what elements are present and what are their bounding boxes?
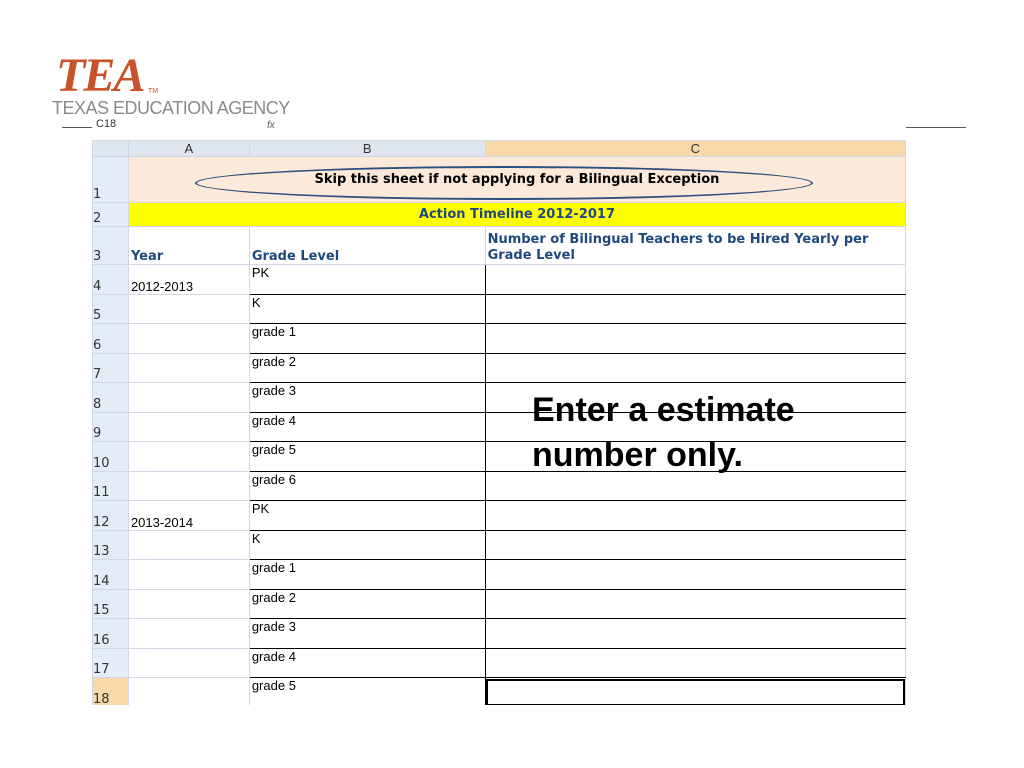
name-box[interactable]: C18: [96, 118, 117, 130]
row-header[interactable]: 2: [93, 203, 129, 227]
tea-logo-tm: TM: [148, 88, 159, 95]
column-header-b[interactable]: B: [249, 141, 485, 157]
grade-cell[interactable]: grade 3: [249, 619, 485, 649]
grade-cell[interactable]: K: [249, 530, 485, 560]
grade-cell[interactable]: PK: [249, 501, 485, 531]
grade-cell[interactable]: grade 5: [249, 442, 485, 472]
teachers-count-cell[interactable]: [485, 324, 905, 354]
table-row: [93, 324, 906, 354]
teachers-count-cell[interactable]: [485, 530, 905, 560]
sheet-title: Skip this sheet if not applying for a Bilingual Exception: [314, 172, 720, 187]
year-cell[interactable]: [128, 560, 249, 590]
grade-cell[interactable]: grade 2: [249, 589, 485, 619]
year-header[interactable]: Year: [128, 227, 249, 265]
teachers-count-cell[interactable]: [485, 619, 905, 649]
row-header[interactable]: 10: [93, 442, 129, 472]
instruction-note: Enter a estimate number only.: [532, 391, 795, 474]
grade-cell[interactable]: grade 4: [249, 412, 485, 442]
tea-logo: [52, 49, 290, 124]
year-cell[interactable]: [128, 412, 249, 442]
teachers-count-cell[interactable]: [485, 560, 905, 590]
grade-cell[interactable]: grade 4: [249, 648, 485, 678]
row-header[interactable]: 9: [93, 412, 129, 442]
grade-cell[interactable]: grade 1: [249, 324, 485, 354]
table-row: [93, 265, 906, 295]
row-header[interactable]: 13: [93, 530, 129, 560]
grade-cell[interactable]: grade 6: [249, 471, 485, 501]
grade-cell[interactable]: K: [249, 294, 485, 324]
grade-cell[interactable]: grade 2: [249, 353, 485, 383]
year-cell[interactable]: [128, 324, 249, 354]
teachers-count-cell[interactable]: [485, 501, 905, 531]
tea-logo-mark: TEA: [56, 49, 144, 102]
table-row: [93, 619, 906, 649]
row-header[interactable]: 3: [93, 227, 129, 265]
year-cell[interactable]: [128, 530, 249, 560]
year-cell[interactable]: [128, 353, 249, 383]
teachers-count-cell[interactable]: [485, 265, 905, 295]
row-header[interactable]: 1: [93, 157, 129, 203]
year-cell[interactable]: 2012-2013: [128, 265, 249, 295]
year-cell[interactable]: [128, 471, 249, 501]
table-row: [93, 678, 906, 706]
year-cell[interactable]: [128, 383, 249, 413]
row-header[interactable]: 12: [93, 501, 129, 531]
row-header[interactable]: 18: [93, 678, 129, 706]
table-row: [93, 560, 906, 590]
grade-cell[interactable]: PK: [249, 265, 485, 295]
timeline-label: Action Timeline 2012-2017: [418, 207, 616, 222]
year-cell[interactable]: [128, 678, 249, 706]
data-rows: [93, 265, 906, 706]
table-row: [93, 648, 906, 678]
grade-cell[interactable]: grade 5: [249, 678, 485, 706]
year-cell[interactable]: [128, 294, 249, 324]
year-cell[interactable]: [128, 442, 249, 472]
row-header[interactable]: 16: [93, 619, 129, 649]
row-header[interactable]: 15: [93, 589, 129, 619]
select-all-corner[interactable]: [93, 141, 129, 157]
divider-right: [906, 127, 966, 128]
teachers-count-cell[interactable]: [485, 648, 905, 678]
year-cell[interactable]: 2013-2014: [128, 501, 249, 531]
row-header[interactable]: 17: [93, 648, 129, 678]
timeline-cell[interactable]: [128, 203, 905, 227]
row-header[interactable]: 14: [93, 560, 129, 590]
table-row: [93, 353, 906, 383]
table-row: [93, 589, 906, 619]
table-row: [93, 530, 906, 560]
fx-icon[interactable]: fx: [267, 120, 275, 131]
teachers-count-cell[interactable]: [485, 353, 905, 383]
table-row: [93, 294, 906, 324]
row-header[interactable]: 8: [93, 383, 129, 413]
grade-level-header[interactable]: Grade Level: [249, 227, 485, 265]
row-header[interactable]: 7: [93, 353, 129, 383]
row-header[interactable]: 6: [93, 324, 129, 354]
selected-cell[interactable]: [485, 678, 905, 706]
row-header[interactable]: 11: [93, 471, 129, 501]
year-cell[interactable]: [128, 619, 249, 649]
teachers-count-cell[interactable]: [485, 589, 905, 619]
grade-cell[interactable]: grade 1: [249, 560, 485, 590]
year-cell[interactable]: [128, 589, 249, 619]
table-row: [93, 501, 906, 531]
row-header[interactable]: 5: [93, 294, 129, 324]
teachers-count-cell[interactable]: [485, 294, 905, 324]
formula-bar: [92, 118, 906, 141]
title-cell[interactable]: [128, 157, 905, 203]
divider-left: [62, 127, 92, 128]
tea-logo-name: TEXAS EDUCATION AGENCY: [52, 98, 290, 118]
year-cell[interactable]: [128, 648, 249, 678]
grade-cell[interactable]: grade 3: [249, 383, 485, 413]
column-header-c[interactable]: C: [485, 141, 905, 157]
row-header[interactable]: 4: [93, 265, 129, 295]
column-header-a[interactable]: A: [128, 141, 249, 157]
teachers-header[interactable]: Number of Bilingual Teachers to be Hired Yearly per Grade Level: [485, 227, 905, 265]
